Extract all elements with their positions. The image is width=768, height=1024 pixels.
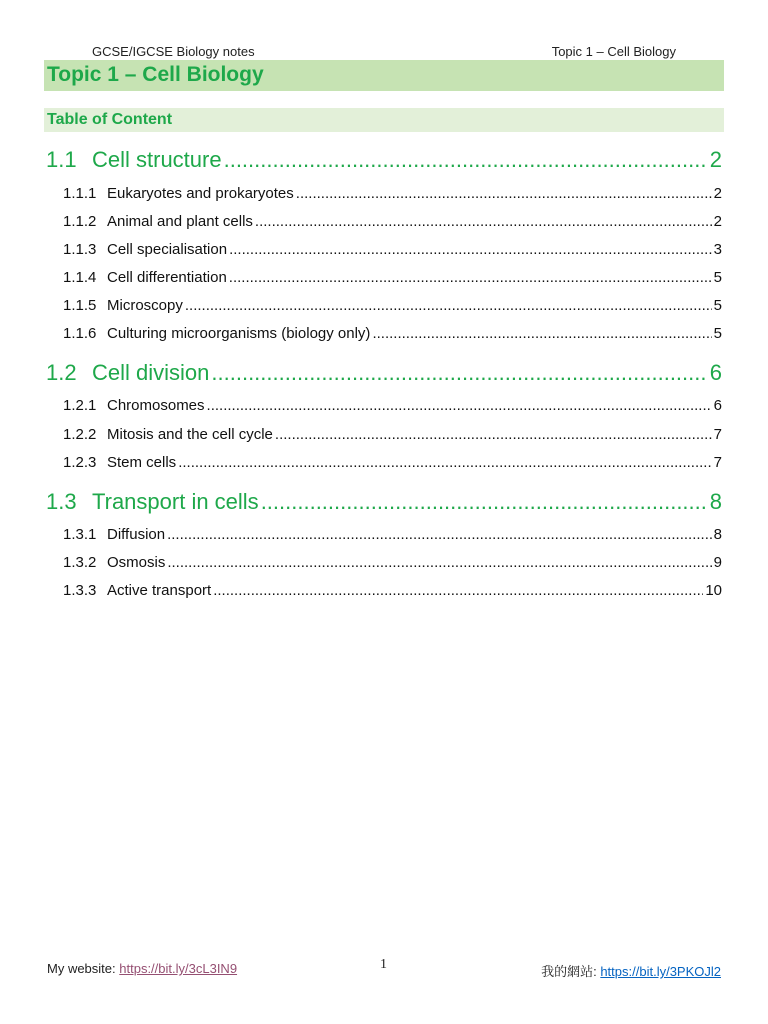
toc-label: Culturing microorganisms (biology only) bbox=[107, 325, 371, 342]
toc-page-number: 5 bbox=[713, 325, 722, 342]
toc-page-number: 5 bbox=[713, 297, 722, 314]
dot-leader bbox=[255, 213, 712, 230]
toc-page-number: 2 bbox=[713, 213, 722, 230]
toc-label: Cell specialisation bbox=[107, 241, 228, 258]
toc-number: 1.3.3 bbox=[63, 582, 97, 599]
dot-leader bbox=[167, 554, 711, 571]
footer-website-label: My website: bbox=[47, 961, 116, 976]
toc-page-number: 9 bbox=[713, 554, 722, 571]
toc-entry-1-2[interactable] bbox=[46, 360, 722, 386]
toc-page-number: 7 bbox=[713, 426, 722, 443]
toc-label: Cell division bbox=[92, 360, 210, 385]
website-link[interactable]: https://bit.ly/3cL3IN9 bbox=[119, 961, 238, 976]
toc-number: 1.1.6 bbox=[63, 325, 97, 342]
dot-leader bbox=[207, 397, 712, 414]
page-title: Topic 1 – Cell Biology bbox=[47, 63, 264, 86]
dot-leader bbox=[229, 241, 712, 258]
footer-website-chinese-label: 我的網站: bbox=[541, 964, 597, 979]
title-band bbox=[44, 60, 724, 91]
running-header-left: GCSE/IGCSE Biology notes bbox=[92, 44, 255, 59]
toc-entry-1-2-1[interactable] bbox=[63, 397, 722, 414]
toc-entry-1-1-2[interactable] bbox=[63, 213, 722, 230]
toc-page-number: 6 bbox=[709, 360, 722, 385]
toc-entry-1-3-1[interactable] bbox=[63, 526, 722, 543]
toc-number: 1.3.2 bbox=[63, 554, 97, 571]
dot-leader bbox=[167, 526, 712, 543]
toc-number: 1.2.1 bbox=[63, 397, 97, 414]
toc-entry-1-1-1[interactable] bbox=[63, 185, 722, 202]
dot-leader bbox=[185, 297, 712, 314]
toc-entry-1-3[interactable] bbox=[46, 489, 722, 515]
toc-number: 1.1.1 bbox=[63, 185, 97, 202]
toc-label: Microscopy bbox=[107, 297, 183, 314]
toc-number: 1.3.1 bbox=[63, 526, 97, 543]
toc-number: 1.2 bbox=[46, 360, 77, 385]
toc-page-number: 3 bbox=[713, 241, 722, 258]
toc-page-number: 8 bbox=[709, 489, 722, 514]
toc-number: 1.1.3 bbox=[63, 241, 97, 258]
toc-page-number: 7 bbox=[713, 454, 722, 471]
running-header-right: Topic 1 – Cell Biology bbox=[551, 44, 676, 59]
footer-website bbox=[47, 961, 237, 976]
toc-number: 1.2.3 bbox=[63, 454, 97, 471]
dot-leader bbox=[296, 185, 712, 202]
toc-entry-1-1-6[interactable] bbox=[63, 325, 722, 342]
dot-leader bbox=[372, 325, 711, 342]
dot-leader bbox=[261, 489, 708, 515]
toc-label: Active transport bbox=[107, 582, 212, 599]
toc-entry-1-2-3[interactable] bbox=[63, 454, 722, 471]
toc-label: Mitosis and the cell cycle bbox=[107, 426, 273, 443]
toc-entry-1-1-5[interactable] bbox=[63, 297, 722, 314]
toc-label: Cell structure bbox=[92, 147, 222, 172]
dot-leader bbox=[213, 582, 703, 599]
toc-number: 1.1 bbox=[46, 147, 77, 172]
dot-leader bbox=[211, 360, 707, 386]
toc-label: Diffusion bbox=[107, 526, 166, 543]
dot-leader bbox=[178, 454, 711, 471]
toc-number: 1.1.5 bbox=[63, 297, 97, 314]
toc-entry-1-1-3[interactable] bbox=[63, 241, 722, 258]
dot-leader bbox=[275, 426, 712, 443]
toc-heading-band bbox=[44, 108, 724, 132]
dot-leader bbox=[224, 147, 708, 173]
toc-number: 1.3 bbox=[46, 489, 77, 514]
toc-page-number: 10 bbox=[705, 582, 722, 599]
toc-label: Cell differentiation bbox=[107, 269, 227, 286]
toc-entry-1-1[interactable] bbox=[46, 147, 722, 173]
toc-label: Osmosis bbox=[107, 554, 166, 571]
website-link-chinese[interactable]: https://bit.ly/3PKOJl2 bbox=[600, 964, 721, 979]
toc-label: Transport in cells bbox=[92, 489, 259, 514]
footer-website-chinese bbox=[541, 961, 721, 980]
toc-page-number: 6 bbox=[713, 397, 722, 414]
toc-number: 1.1.2 bbox=[63, 213, 97, 230]
toc-page-number: 2 bbox=[713, 185, 722, 202]
toc-number: 1.1.4 bbox=[63, 269, 97, 286]
toc-label: Eukaryotes and prokaryotes bbox=[107, 185, 294, 202]
toc-heading: Table of Content bbox=[47, 111, 173, 128]
toc-page-number: 5 bbox=[713, 269, 722, 286]
page-number: 1 bbox=[380, 957, 387, 972]
dot-leader bbox=[229, 269, 712, 286]
toc-page-number: 2 bbox=[709, 147, 722, 172]
toc-entry-1-3-2[interactable] bbox=[63, 554, 722, 571]
toc-entry-1-3-3[interactable] bbox=[63, 582, 722, 599]
toc-page-number: 8 bbox=[713, 526, 722, 543]
toc-number: 1.2.2 bbox=[63, 426, 97, 443]
toc-label: Stem cells bbox=[107, 454, 177, 471]
toc-entry-1-2-2[interactable] bbox=[63, 426, 722, 443]
toc-label: Animal and plant cells bbox=[107, 213, 253, 230]
toc-entry-1-1-4[interactable] bbox=[63, 269, 722, 286]
toc-label: Chromosomes bbox=[107, 397, 205, 414]
